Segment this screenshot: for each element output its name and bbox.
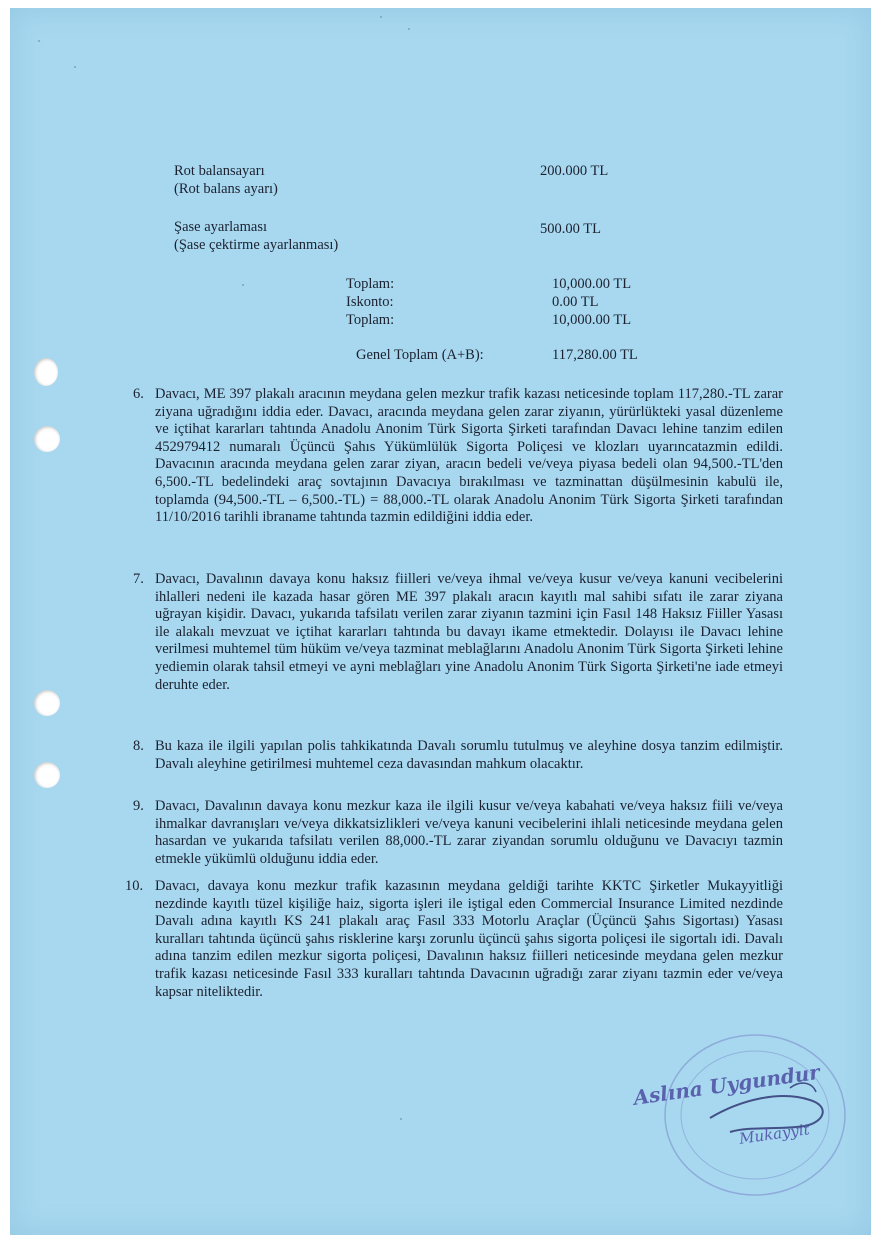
paragraph-number: 6. [133,386,144,402]
scan-speck [74,66,76,68]
paragraph-text: Davacı, davaya konu mezkur trafik kazasının meydana geldiği tarihte KKTC Şirketler Mukayyitliği nezdinde kayıtlı tüzel kişiliğe haiz, sigorta işleri ile iştigal eden Commercial Insurance Limited nezdinde Davalı adına kayıtlı KS 241 plakalı araç Fasıl 333 Motorlu Araçlar (Üçüncü Şahıs Sigortası) Yasası kuralları tahtında üçüncü şahıs risklerine karşı zorunlu üçüncü şahıs sigorta poliçesi ile sigortalı idi. Davalı adına tanzim edilen mezkur sigorta poliçesi, Davalının haksız fiilleri neticesinde meydana gelen mezkur trafik kazası neticesinde Fasıl 333 kuralları tahtında Davacının uğradığı zarar ziyanı tazmin eder ve/veya kapsar niteliktedir. [155,878,783,1000]
total-value: 10,000.00 TL [552,312,632,328]
discount-label: Iskonto: [346,294,394,310]
scan-speck [380,16,382,18]
paragraph-text: Davacı, Davalının davaya konu haksız fiilleri ve/veya ihmal ve/veya kusur ve/veya kanuni vecibelerini ihlalleri nedeni ile kazada hasar gören ME 397 plakalı aracın kayıtlı mal sahibi sıfatı ile zarar ziyana uğrayan kişidir. Davacı, yukarıda tafsilatı verilen zarar ziyanın tazmini için Fasıl 148 Haksız Fiiller Yasası ile alakalı mevzuat ve içtihat kararları tahtında bu davayı ikame etmektedir. Dolayısı ile Davacı lehine verilmesi muhtemel tüm hüküm ve/veya tazminat meblağlarını Anadolu Anonim Türk Sigorta Şirketi lehine yediemin olarak tahsil etmeyi ve ayni meblağları yine Anadolu Anonim Türk Sigorta Şirketi'ne iade etmeyi deruhte eder. [155,571,783,693]
paragraph-number: 7. [133,571,144,587]
cost-value: 200.000 TL [540,163,609,179]
scan-speck [242,284,244,286]
stamp-seal-icon [630,1030,850,1200]
paragraph-text: Davacı, ME 397 plakalı aracının meydana gelen mezkur trafik kazası neticesinde toplam 117,280.-TL zarar ziyana uğradığını iddia eder. Davacı, aracında meydana gelen zarar ziyanın, yürürlükteki yasal düzenleme ve içtihat kararları tahtında Anadolu Anonim Türk Sigorta Şirketi tarafından Davacı lehine tanzim edilen 452979412 numaralı Üçüncü Şahıs Yükümlülük Sigorta Poliçesi ve klozları uyarıncatazmin edildi. Davacının aracında meydana gelen zarar ziyan, aracın bedeli ve/veya piyasa bedeli olan 94,500.-TL'den 6,500.-TL bedelindeki araç sovtajının Davacıya bırakılması ve tazminattan düşülmesinin kabulü ile, toplamda (94,500.-TL – 6,500.-TL) = 88,000.-TL olarak Anadolu Anonim Türk Sigorta Şirketi tarafından 11/10/2016 tarihli ibraname tahtında tazmin edildiğini iddia eder. [155,386,783,526]
paragraph-number: 10. [125,878,144,894]
paragraph-6 [133,386,783,527]
total-value: 10,000.00 TL [552,276,632,292]
cost-sublabel: (Şase çektirme ayarlanması) [174,237,339,253]
scan-speck [38,40,40,42]
total-label: Toplam: [346,312,395,328]
punch-hole [34,426,60,452]
paragraph-9 [133,798,783,868]
cost-label: Rot balansayarı [174,163,265,179]
cost-label: Şase ayarlaması [174,219,268,235]
paragraph-10 [125,878,783,1001]
cost-value: 500.00 TL [540,221,601,237]
grand-total-value: 117,280.00 TL [552,347,638,363]
paragraph-number: 8. [133,738,144,754]
paragraph-number: 9. [133,798,144,814]
punch-hole [34,762,60,788]
paragraph-text: Bu kaza ile ilgili yapılan polis tahkikatında Davalı sorumlu tutulmuş ve aleyhine dosya tanzim edilmiştir. Davalı aleyhine getirilmesi muhtemel ceza davasından mahkum olacaktır. [155,738,783,772]
stamp-line-2: Mukayyit [738,1120,811,1148]
punch-hole [34,690,60,716]
scan-speck [400,1118,402,1120]
discount-value: 0.00 TL [552,294,599,310]
paragraph-8 [133,738,783,773]
cost-sublabel: (Rot balans ayarı) [174,181,278,197]
punch-hole [34,358,58,386]
paragraph-7 [133,571,783,694]
stamp-line-1: Aslına Uygundur [632,1059,822,1110]
scan-speck [408,28,410,30]
paragraph-text: Davacı, Davalının davaya konu mezkur kaza ile ilgili kusur ve/veya kabahati ve/veya haksız fiili ve/veya ihmalkar davranışları ve/veya dikkatsizlikleri ve/veya kanuni vecibelerini ihlali neticesinde meydana gelen hasardan ve yukarıda tafsilatı verilen 88,000.-TL zarar ziyandan sorumlu olduğunu ve Davacıyı tazmin etmekle yükümlü olduğunu iddia eder. [155,798,783,867]
grand-total-label: Genel Toplam (A+B): [356,347,484,363]
total-label: Toplam: [346,276,395,292]
certification-stamp [630,1030,850,1200]
